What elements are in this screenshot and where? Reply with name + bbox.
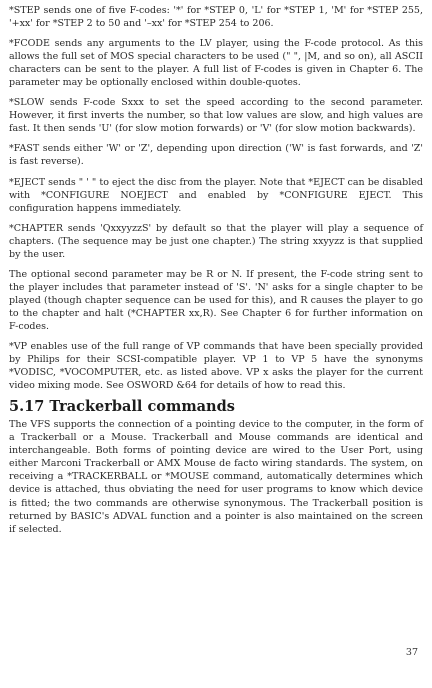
page-number: 37 [405,647,418,658]
paragraph-fast: *FAST sends either 'W' or 'Z', depending upon direction ('W' is fast forwards, and 'Z' is fast reverse). [9,143,423,168]
paragraph-slow: *SLOW sends F-code Sxxx to set the speed according to the second parameter. However, it first inverts the number, so that low values are slow, and high values are fast. It then sends 'U' (for slow motion forwards) or 'V' (for slow motion backwards). [9,97,423,135]
paragraph-eject: *EJECT sends " ' " to eject the disc from the player. Note that *EJECT can be disabled with *CONFIGURE NOEJECT and enabled by *CONFIGURE EJECT. This configuration happens immediately. [9,176,423,214]
paragraph-vp: *VP enables use of the full range of VP commands that have been specially provided by Philips for their SCSI-compatible player. VP 1 to VP 5 have the synonyms *VODISC, *VOCOMPUTER, etc. as listed above. VP x asks the player for the current video mixing mode. See OSWORD &64 for details of how to read this. [9,341,423,392]
paragraph-step: *STEP sends one of five F-codes: '*' for *STEP 0, 'L' for *STEP 1, 'M' for *STEP 255, '+xx' for *STEP 2 to 50 and '–xx' for *STEP 254 to 206. [9,5,423,30]
paragraph-fcode: *FCODE sends any arguments to the LV player, using the F-code protocol. As this allows the full set of MOS special characters to be used (" ", |M, and so on), all ASCII characters can be sent to the player. A full list of F-codes is given in Chapter 6. The parameter may be optionally enclosed within double-quotes. [9,38,423,89]
section-heading: 5.17 Trackerball commands [9,398,235,416]
paragraph-chapter: *CHAPTER sends 'QxxyyzzS' by default so that the player will play a sequence of chapters. (The sequence may be just one chapter.) The string xxyyzz is that supplied by the user. [9,222,423,260]
paragraph-trackerball: The VFS supports the connection of a pointing device to the computer, in the form of a Trackerball or a Mouse. Trackerball and Mouse commands are identical and interchangeable. Both forms of pointing device are wired to the User Port, using either Marconi Trackerball or AMX Mouse de facto wiring standards. The system, on receiving a *TRACKERBALL or *MOUSE command, automatically determines which device is attached, thus obviating the need for user programs to know which device is fitted; the two commands are otherwise synonymous. The Trackerball position is returned by BASIC's ADVAL function and a pointer is also maintained on the screen if selected. [9,419,423,535]
paragraph-chapter-parameter: The optional second parameter may be R or N. If present, the F-code string sent to the player includes that parameter instead of 'S'. 'N' asks for a single chapter to be played (though chapter sequence can be used for this), and R causes the player to go to the chapter and halt (*CHAPTER xx,R). See Chapter 6 for further information on F-codes. [9,268,423,332]
